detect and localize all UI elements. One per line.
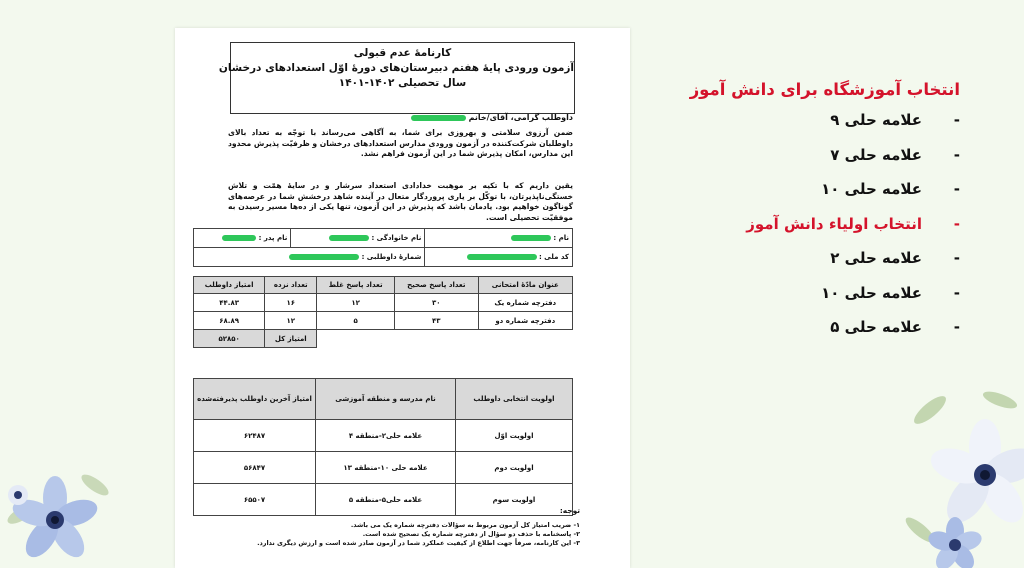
scores-header: تعداد نزده: [265, 277, 317, 294]
panel-title: انتخاب آموزشگاه برای دانش آموز: [689, 80, 960, 99]
scores-cell: ۱۲: [265, 312, 317, 330]
list-item: [700, 111, 970, 146]
list-item: [700, 284, 970, 319]
list-item: [700, 180, 970, 215]
scores-cell: ۴۴.۸۳: [194, 294, 265, 312]
table-row: [194, 420, 573, 452]
redacted-mark: [222, 235, 256, 241]
scores-cell: ۱۶: [265, 294, 317, 312]
notes: [210, 506, 580, 548]
priority-cell: اولویت دوم: [456, 452, 573, 484]
note-item: ۱- ضریب امتیاز کل آزمون مربوط به سؤالات دفترچه شماره یک می باشد.: [350, 521, 580, 529]
scores-header: تعداد پاسخ غلط: [317, 277, 395, 294]
redacted-mark: [511, 235, 551, 241]
bullet-dash: -: [953, 249, 960, 267]
list-item-label: علامه حلی ۱۰: [821, 283, 922, 302]
total-label: امتیاز کل: [265, 330, 317, 348]
report-card-header: [218, 42, 575, 114]
priority-cell: اولویت سوم: [456, 484, 573, 516]
bullet-dash: -: [953, 111, 960, 129]
scores-header: عنوان مادّهٔ امتحانی: [478, 277, 572, 294]
bullet-dash: -: [953, 145, 960, 164]
bullet-dash: -: [953, 214, 960, 233]
list-item-label: علامه حلی ۵: [830, 318, 922, 336]
national-code-cell: کد ملی :: [425, 248, 573, 267]
family-cell: نام خانوادگی :: [291, 229, 425, 248]
header-line: سال تحصیلی ۱۴۰۲-۱۴۰۱: [338, 77, 467, 89]
header-line: کارنامهٔ عدم قبولی: [353, 47, 452, 59]
school-cell: علامه حلی۵-منطقه ۵: [316, 484, 456, 516]
bullet-dash: -: [953, 180, 960, 198]
table-row: [194, 452, 573, 484]
redacted-mark: [329, 235, 369, 241]
scores-cell: دفترچه شماره دو: [478, 312, 572, 330]
name-cell: نام :: [425, 229, 573, 248]
redacted-mark: [289, 254, 359, 260]
report-card-page: [175, 28, 630, 568]
list-item-label: علامه حلی ۹: [830, 111, 922, 129]
candidate-no-cell: شمارهٔ داوطلبی :: [194, 248, 425, 267]
candidate-info-table: [193, 228, 573, 267]
list-item: [700, 249, 970, 284]
school-selection-panel: [689, 80, 970, 353]
list-item: [700, 146, 970, 181]
notes-title: توجه:: [559, 506, 580, 515]
scores-cell: ۱۲: [317, 294, 395, 312]
priorities-header: اولویت انتخابی داوطلب: [456, 379, 573, 420]
last-score-cell: ۵۶۸۴۷: [194, 452, 316, 484]
list-item: [700, 318, 970, 353]
table-row: [194, 294, 573, 312]
greeting-text: داوطلب گرامی، آقای/خانم: [468, 113, 573, 122]
scores-table: [193, 276, 573, 348]
header-line: آزمون ورودی پایهٔ هفتم دبیرستان‌های دورهٔ اوّل استعدادهای درخشان: [218, 62, 574, 74]
list-item-label: علامه حلی ۱۰: [821, 180, 922, 198]
bullet-dash: -: [953, 283, 960, 302]
table-row: [194, 312, 573, 330]
scores-cell: ۵: [317, 312, 395, 330]
scores-cell: ۶۸.۸۹: [194, 312, 265, 330]
greeting: [411, 113, 573, 122]
school-cell: علامه حلی۲-منطقه ۴: [316, 420, 456, 452]
paragraph-1: ضمن آرزوی سلامتی و بهروزی برای شما، به آگاهی می‌رساند با توجّه به تعداد بالای داوطلبان شرکت‌کننده در آزمون ورودی مدارس استعدادهای درخشان و ظرفیّت پذیرش محدود این مدارس، امکان پذیرش شما در این آزمون فراهم نشد.: [228, 128, 573, 158]
redacted-mark: [467, 254, 537, 260]
bullet-dash: -: [953, 318, 960, 336]
flower-decoration-right-icon: [900, 380, 1024, 568]
scores-header: تعداد پاسخ صحیح: [395, 277, 479, 294]
list-item-label: انتخاب اولیاء دانش آموز: [746, 214, 922, 233]
priority-cell: اولویت اوّل: [456, 420, 573, 452]
list-item-label: علامه حلی ۷: [830, 145, 922, 164]
father-cell: نام پدر :: [194, 229, 291, 248]
priorities-header: نام مدرسه و منطقه آموزشی: [316, 379, 456, 420]
priorities-header: امتیاز آخرین داوطلب پذیرفته‌شده: [194, 379, 316, 420]
redacted-name-mark: [411, 115, 466, 121]
list-item-label: علامه حلی ۲: [830, 249, 922, 267]
scores-cell: ۳۰: [395, 294, 479, 312]
note-item: ۲- پاسخنامه با حذف دو سؤال از دفترچه شماره یک تصحیح شده است.: [362, 530, 580, 538]
priorities-table: [193, 378, 573, 516]
paragraph-2: یقین داریم که با تکیه بر موهبت خدادادی استعداد سرشار و در سایهٔ همّت و تلاش خستگی‌ناپذیرتان، با توکّل بر یاری پروردگار متعال در آینده شاهد درخشش شما در عرصه‌های گوناگون خواهیم بود. یادمان باشد که پذیرش در این آزمون، تنها یکی از ده‌ها مسیر رسیدن به موفقیّت تحصیلی است.: [228, 181, 573, 222]
school-options-list: [700, 111, 970, 353]
note-item: ۳- این کارنامه، صرفاً جهت اطلاع از کیفیت عملکرد شما در آزمون صادر شده است و ارزش دیگری ندارد.: [257, 539, 580, 547]
last-score-cell: ۶۵۵۰۷: [194, 484, 316, 516]
list-item-highlight: [700, 215, 970, 250]
scores-cell: دفترچه شماره یک: [478, 294, 572, 312]
school-cell: علامه حلی ۱۰-منطقه ۱۳: [316, 452, 456, 484]
total-row: [194, 330, 573, 348]
total-value: ۵۲۸۵۰: [194, 330, 265, 348]
last-score-cell: ۶۲۴۸۷: [194, 420, 316, 452]
scores-header: امتیاز داوطلب: [194, 277, 265, 294]
scores-cell: ۴۳: [395, 312, 479, 330]
flower-decoration-left-icon: [0, 455, 120, 568]
